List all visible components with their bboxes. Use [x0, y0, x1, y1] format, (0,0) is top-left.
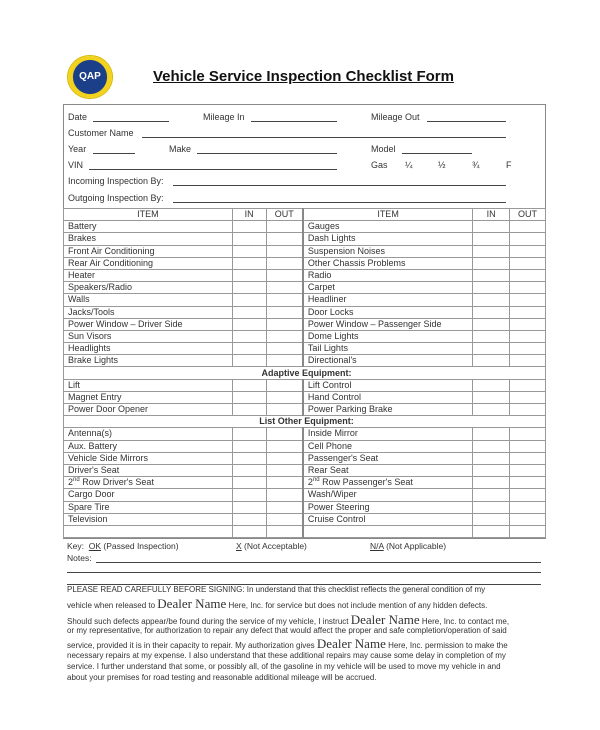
out-checkbox-left[interactable] — [266, 257, 303, 269]
out-checkbox-right[interactable] — [510, 282, 546, 294]
item-right: Dome Lights — [303, 330, 473, 342]
in-checkbox-right[interactable] — [473, 477, 510, 489]
table-row — [64, 282, 546, 294]
terms-text: Should such defects appear/be found during the service of my vehicle, I instruct — [67, 617, 349, 626]
out-checkbox-left[interactable] — [266, 355, 303, 367]
header-in-right: IN — [473, 209, 510, 221]
in-checkbox-left[interactable] — [232, 269, 266, 281]
out-checkbox-right[interactable] — [510, 464, 546, 476]
out-checkbox-right[interactable] — [510, 428, 546, 440]
out-checkbox-left[interactable] — [266, 477, 303, 489]
table-row — [64, 428, 546, 440]
out-checkbox-left[interactable] — [266, 379, 303, 391]
key-x: X — [236, 541, 242, 551]
out-checkbox-left[interactable] — [266, 391, 303, 403]
item-right: Passenger's Seat — [303, 452, 473, 464]
item-left: Rear Air Conditioning — [64, 257, 233, 269]
model-label: Model — [371, 144, 396, 154]
terms-text: Here, Inc. permission to make the — [388, 641, 508, 650]
table-row — [64, 294, 546, 306]
in-checkbox-right[interactable] — [473, 391, 510, 403]
in-checkbox-right[interactable] — [473, 306, 510, 318]
key-label: Key: — [67, 541, 85, 551]
in-checkbox-right[interactable] — [473, 404, 510, 416]
terms-line — [67, 636, 508, 652]
table-row — [64, 404, 546, 416]
in-checkbox-left[interactable] — [232, 306, 266, 318]
item-right: Tail Lights — [303, 343, 473, 355]
dealer-name: Dealer Name — [350, 612, 420, 627]
in-checkbox-left[interactable] — [232, 477, 266, 489]
out-checkbox-right[interactable] — [510, 452, 546, 464]
table-row — [64, 306, 546, 318]
table-row — [64, 343, 546, 355]
item-left: Antenna(s) — [64, 428, 233, 440]
dealer-name: Dealer Name — [157, 596, 227, 611]
out-checkbox-right[interactable] — [510, 343, 546, 355]
out-checkbox-right[interactable] — [510, 318, 546, 330]
out-checkbox-right[interactable] — [510, 477, 546, 489]
item-left: Front Air Conditioning — [64, 245, 233, 257]
item-right: Door Locks — [303, 306, 473, 318]
out-checkbox-right[interactable] — [510, 404, 546, 416]
table-row — [64, 391, 546, 403]
in-checkbox-right[interactable] — [473, 440, 510, 452]
gas-quarter[interactable]: ¼ — [405, 160, 413, 170]
outgoing-label: Outgoing Inspection By: — [68, 193, 164, 203]
in-checkbox-right[interactable] — [473, 343, 510, 355]
year-field[interactable] — [93, 153, 135, 154]
in-checkbox-right[interactable] — [473, 269, 510, 281]
item-right: Cruise Control — [303, 513, 473, 525]
in-checkbox-right[interactable] — [473, 525, 510, 537]
in-checkbox-left[interactable] — [232, 379, 266, 391]
item-left: Headlights — [64, 343, 233, 355]
out-checkbox-right[interactable] — [510, 501, 546, 513]
terms-text: Here, Inc. to contact me, — [421, 617, 510, 626]
out-checkbox-left[interactable] — [266, 525, 303, 537]
terms-text: service, provided it is in their capacity to repair. My authorization gives — [67, 641, 315, 650]
terms-line — [67, 596, 487, 612]
terms-text: vehicle when released to — [67, 601, 156, 610]
item-right: Radio — [303, 269, 473, 281]
item-left: Vehicle Side Mirrors — [64, 452, 233, 464]
out-checkbox-left[interactable] — [266, 221, 303, 233]
out-checkbox-left[interactable] — [266, 513, 303, 525]
terms-line: PLEASE READ CAREFULLY BEFORE SIGNING: In understand that this checklist reflects the general condition of my — [67, 585, 486, 594]
key-x-desc: (Not Acceptable) — [244, 541, 307, 551]
item-right: Hand Control — [303, 391, 473, 403]
in-checkbox-left[interactable] — [232, 440, 266, 452]
in-checkbox-right[interactable] — [473, 318, 510, 330]
in-checkbox-right[interactable] — [473, 513, 510, 525]
out-checkbox-right[interactable] — [510, 525, 546, 537]
table-row — [64, 501, 546, 513]
in-checkbox-left[interactable] — [232, 245, 266, 257]
item-right: Headliner — [303, 294, 473, 306]
in-checkbox-left[interactable] — [232, 489, 266, 501]
item-left: Heater — [64, 269, 233, 281]
mileage-in-label: Mileage In — [203, 112, 245, 122]
item-right — [303, 525, 473, 537]
table-row — [64, 318, 546, 330]
table-header-row — [64, 209, 546, 221]
qap-logo — [68, 56, 112, 98]
table-row — [64, 477, 546, 489]
in-checkbox-left[interactable] — [232, 330, 266, 342]
key-x-item — [236, 541, 307, 551]
out-checkbox-left[interactable] — [266, 282, 303, 294]
item-right: Power Parking Brake — [303, 404, 473, 416]
table-row — [64, 489, 546, 501]
in-checkbox-right[interactable] — [473, 355, 510, 367]
item-right: Cell Phone — [303, 440, 473, 452]
gas-full[interactable]: F — [506, 160, 512, 170]
key-na-desc: (Not Applicable) — [386, 541, 447, 551]
customer-name-field[interactable] — [142, 137, 506, 138]
item-left: Lift — [64, 379, 233, 391]
item-right: Gauges — [303, 221, 473, 233]
in-checkbox-left[interactable] — [232, 452, 266, 464]
item-right: Power Window – Passenger Side — [303, 318, 473, 330]
in-checkbox-right[interactable] — [473, 245, 510, 257]
out-checkbox-right[interactable] — [510, 233, 546, 245]
in-checkbox-left[interactable] — [232, 343, 266, 355]
terms-line: about your premises for road testing and reasonable additional mileage will be accrued. — [67, 673, 377, 682]
item-left: Brake Lights — [64, 355, 233, 367]
table-row — [64, 257, 546, 269]
in-checkbox-right[interactable] — [473, 489, 510, 501]
terms-line: service. I further understand that some, or possibly all, of the gasoline in my vehicle will be used to move my vehicle in and — [67, 662, 501, 671]
model-field[interactable] — [402, 153, 472, 154]
table-row — [64, 233, 546, 245]
notes-line-1[interactable] — [96, 562, 541, 563]
item-left: Battery — [64, 221, 233, 233]
out-checkbox-right[interactable] — [510, 245, 546, 257]
out-checkbox-left[interactable] — [266, 440, 303, 452]
out-checkbox-left[interactable] — [266, 464, 303, 476]
mileage-out-field[interactable] — [427, 121, 506, 122]
make-label: Make — [169, 144, 192, 154]
in-checkbox-left[interactable] — [232, 282, 266, 294]
in-checkbox-left[interactable] — [232, 525, 266, 537]
vin-label: VIN — [68, 160, 84, 170]
out-checkbox-right[interactable] — [510, 294, 546, 306]
out-checkbox-right[interactable] — [510, 257, 546, 269]
item-right: Directional's — [303, 355, 473, 367]
in-checkbox-right[interactable] — [473, 233, 510, 245]
page-title: Vehicle Service Inspection Checklist Form — [153, 68, 454, 85]
in-checkbox-right[interactable] — [473, 257, 510, 269]
in-checkbox-right[interactable] — [473, 221, 510, 233]
out-checkbox-left[interactable] — [266, 343, 303, 355]
header-out-right: OUT — [510, 209, 546, 221]
out-checkbox-right[interactable] — [510, 489, 546, 501]
key-legend — [67, 541, 179, 551]
item-left: Speakers/Radio — [64, 282, 233, 294]
item-left: Television — [64, 513, 233, 525]
key-ok-desc: (Passed Inspection) — [103, 541, 179, 551]
in-checkbox-left[interactable] — [232, 501, 266, 513]
terms-line: necessary repairs at my expense. I also understand that these additional repairs may cause some delay in completion of my — [67, 651, 506, 660]
in-checkbox-left[interactable] — [232, 257, 266, 269]
in-checkbox-right[interactable] — [473, 379, 510, 391]
item-right: Other Chassis Problems — [303, 257, 473, 269]
date-label: Date — [68, 112, 88, 122]
header-in-left: IN — [232, 209, 266, 221]
out-checkbox-left[interactable] — [266, 452, 303, 464]
in-checkbox-right[interactable] — [473, 464, 510, 476]
vin-field[interactable] — [89, 169, 337, 170]
item-left: Spare Tire — [64, 501, 233, 513]
notes-label: Notes: — [67, 553, 92, 563]
item-left: 2nd Row Driver's Seat — [64, 477, 233, 489]
notes-line-2[interactable] — [67, 572, 541, 573]
year-label: Year — [68, 144, 87, 154]
key-ok: OK — [88, 541, 102, 551]
item-left — [64, 525, 233, 537]
item-right: 2nd Row Passenger's Seat — [303, 477, 473, 489]
key-na: N/A — [370, 541, 384, 551]
item-left: Walls — [64, 294, 233, 306]
key-na-item — [370, 541, 446, 551]
inspection-table — [63, 208, 546, 538]
in-checkbox-right[interactable] — [473, 330, 510, 342]
dealer-name: Dealer Name — [316, 636, 386, 651]
in-checkbox-right[interactable] — [473, 428, 510, 440]
table-row — [64, 440, 546, 452]
outgoing-field[interactable] — [173, 202, 506, 203]
table-row — [64, 221, 546, 233]
in-checkbox-left[interactable] — [232, 355, 266, 367]
adaptive-equipment-row — [64, 367, 546, 379]
date-field[interactable] — [93, 121, 169, 122]
in-checkbox-left[interactable] — [232, 233, 266, 245]
item-left: Brakes — [64, 233, 233, 245]
in-checkbox-right[interactable] — [473, 501, 510, 513]
header-item-right: ITEM — [303, 209, 473, 221]
in-checkbox-left[interactable] — [232, 391, 266, 403]
item-right: Wash/Wiper — [303, 489, 473, 501]
table-row — [64, 330, 546, 342]
adaptive-equipment-heading: Adaptive Equipment: — [64, 367, 546, 379]
item-right: Dash Lights — [303, 233, 473, 245]
in-checkbox-right[interactable] — [473, 452, 510, 464]
out-checkbox-right[interactable] — [510, 221, 546, 233]
out-checkbox-right[interactable] — [510, 379, 546, 391]
table-row — [64, 379, 546, 391]
out-checkbox-right[interactable] — [510, 355, 546, 367]
table-row — [64, 452, 546, 464]
item-left: Cargo Door — [64, 489, 233, 501]
gas-label: Gas — [371, 160, 388, 170]
out-checkbox-right[interactable] — [510, 330, 546, 342]
in-checkbox-left[interactable] — [232, 318, 266, 330]
in-checkbox-left[interactable] — [232, 513, 266, 525]
item-left: Sun Visors — [64, 330, 233, 342]
table-row — [64, 464, 546, 476]
out-checkbox-right[interactable] — [510, 440, 546, 452]
in-checkbox-right[interactable] — [473, 294, 510, 306]
table-row — [64, 355, 546, 367]
incoming-label: Incoming Inspection By: — [68, 176, 164, 186]
in-checkbox-right[interactable] — [473, 282, 510, 294]
out-checkbox-left[interactable] — [266, 489, 303, 501]
header-item-left: ITEM — [64, 209, 233, 221]
out-checkbox-left[interactable] — [266, 294, 303, 306]
item-right: Rear Seat — [303, 464, 473, 476]
out-checkbox-left[interactable] — [266, 306, 303, 318]
in-checkbox-left[interactable] — [232, 221, 266, 233]
out-checkbox-left[interactable] — [266, 330, 303, 342]
out-checkbox-left[interactable] — [266, 318, 303, 330]
out-checkbox-left[interactable] — [266, 233, 303, 245]
header-out-left: OUT — [266, 209, 303, 221]
in-checkbox-left[interactable] — [232, 404, 266, 416]
gas-half[interactable]: ½ — [438, 160, 446, 170]
item-left: Aux. Battery — [64, 440, 233, 452]
out-checkbox-left[interactable] — [266, 501, 303, 513]
terms-line: or my representative, for authorization to repair any defect that would affect the proper and safe completion/operation of said — [67, 626, 507, 635]
logo-text: QAP — [79, 71, 101, 82]
item-left: Power Door Opener — [64, 404, 233, 416]
out-checkbox-right[interactable] — [510, 269, 546, 281]
table-row — [64, 269, 546, 281]
gas-three-quarter[interactable]: ¾ — [472, 160, 480, 170]
item-right: Carpet — [303, 282, 473, 294]
item-left: Magnet Entry — [64, 391, 233, 403]
terms-text: Here, Inc. for service but does not include mention of any hidden defects. — [228, 601, 488, 610]
table-row — [64, 525, 546, 537]
mileage-out-label: Mileage Out — [371, 112, 420, 122]
item-left: Power Window – Driver Side — [64, 318, 233, 330]
in-checkbox-left[interactable] — [232, 464, 266, 476]
other-equipment-heading: List Other Equipment: — [64, 416, 546, 428]
out-checkbox-left[interactable] — [266, 269, 303, 281]
out-checkbox-left[interactable] — [266, 245, 303, 257]
in-checkbox-left[interactable] — [232, 428, 266, 440]
item-right: Inside Mirror — [303, 428, 473, 440]
item-left: Driver's Seat — [64, 464, 233, 476]
out-checkbox-right[interactable] — [510, 391, 546, 403]
item-left: Jacks/Tools — [64, 306, 233, 318]
in-checkbox-left[interactable] — [232, 294, 266, 306]
table-row — [64, 245, 546, 257]
out-checkbox-left[interactable] — [266, 404, 303, 416]
out-checkbox-right[interactable] — [510, 513, 546, 525]
customer-name-label: Customer Name — [68, 128, 134, 138]
table-row — [64, 513, 546, 525]
item-right: Power Steering — [303, 501, 473, 513]
out-checkbox-left[interactable] — [266, 428, 303, 440]
incoming-field[interactable] — [173, 185, 506, 186]
make-field[interactable] — [197, 153, 337, 154]
item-right: Suspension Noises — [303, 245, 473, 257]
other-equipment-row — [64, 416, 546, 428]
out-checkbox-right[interactable] — [510, 306, 546, 318]
item-right: Lift Control — [303, 379, 473, 391]
mileage-in-field[interactable] — [251, 121, 337, 122]
